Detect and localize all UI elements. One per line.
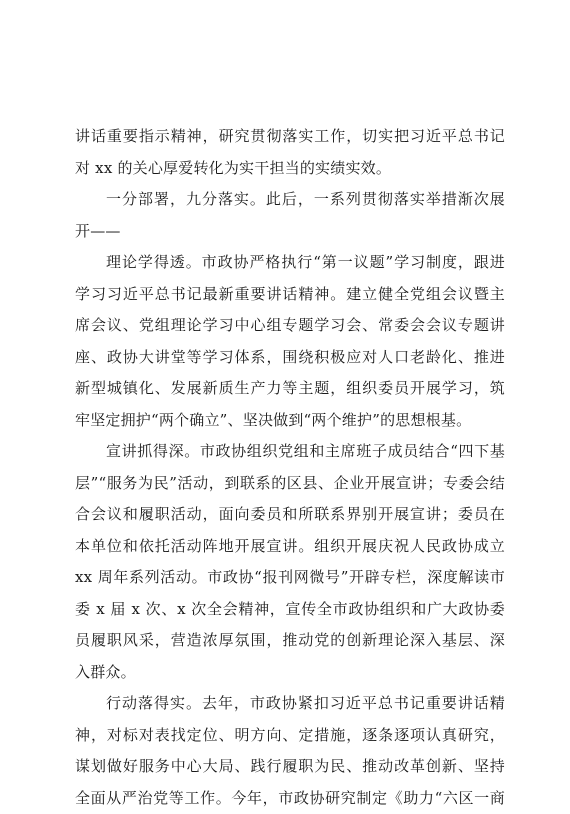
text-line: 层”“服务为民”活动，到联系的区县、企业开展宣讲；专委会结 xyxy=(75,468,505,500)
text-line: 本单位和依托活动阵地开展宣讲。组织开展庆祝人民政协成立 xyxy=(75,531,505,563)
text-line: xx 周年系列活动。市政协“报刊网微号”开辟专栏，深度解读市 xyxy=(75,562,505,594)
text-line: 全面从严治党等工作。今年，市政协研究制定《助力“六区一商 xyxy=(75,783,505,814)
paragraph-heading-line: 行动落得实。去年，市政协紧扣习近平总书记重要讲话精 xyxy=(75,688,505,720)
text-line: 对 xx 的关心厚爱转化为实干担当的实绩实效。 xyxy=(75,153,505,185)
paragraph-heading-line: 宣讲抓得深。市政协组织党组和主席班子成员结合“四下基 xyxy=(75,436,505,468)
text-line: 入群众。 xyxy=(75,657,505,689)
text-line: 讲话重要指示精神，研究贯彻落实工作，切实把习近平总书记 xyxy=(75,121,505,153)
text-line: 一分部署，九分落实。此后，一系列贯彻落实举措渐次展 xyxy=(75,184,505,216)
text-line: 员履职风采，营造浓厚氛围，推动党的创新理论深入基层、深 xyxy=(75,625,505,657)
text-line: 开—— xyxy=(75,216,505,248)
text-line: 牢坚定拥护“两个确立”、坚决做到“两个维护”的思想根基。 xyxy=(75,405,505,437)
text-line: 神，对标对表找定位、明方向、定措施，逐条逐项认真研究， xyxy=(75,720,505,752)
text-line: 席会议、党组理论学习中心组专题学习会、常委会会议专题讲 xyxy=(75,310,505,342)
text-line: 新型城镇化、发展新质生产力等主题，组织委员开展学习，筑 xyxy=(75,373,505,405)
text-line: 谋划做好服务中心大局、践行履职为民、推动改革创新、坚持 xyxy=(75,751,505,783)
body-text xyxy=(75,121,505,814)
text-line: 合会议和履职活动，面向委员和所联系界别开展宣讲；委员在 xyxy=(75,499,505,531)
text-line: 学习习近平总书记最新重要讲话精神。建立健全党组会议暨主 xyxy=(75,279,505,311)
text-line: 委 x 届 x 次、x 次全会精神，宣传全市政协组织和广大政协委 xyxy=(75,594,505,626)
paragraph-heading-line: 理论学得透。市政协严格执行“第一议题”学习制度，跟进 xyxy=(75,247,505,279)
text-line: 座、政协大讲堂等学习体系，围绕积极应对人口老龄化、推进 xyxy=(75,342,505,374)
